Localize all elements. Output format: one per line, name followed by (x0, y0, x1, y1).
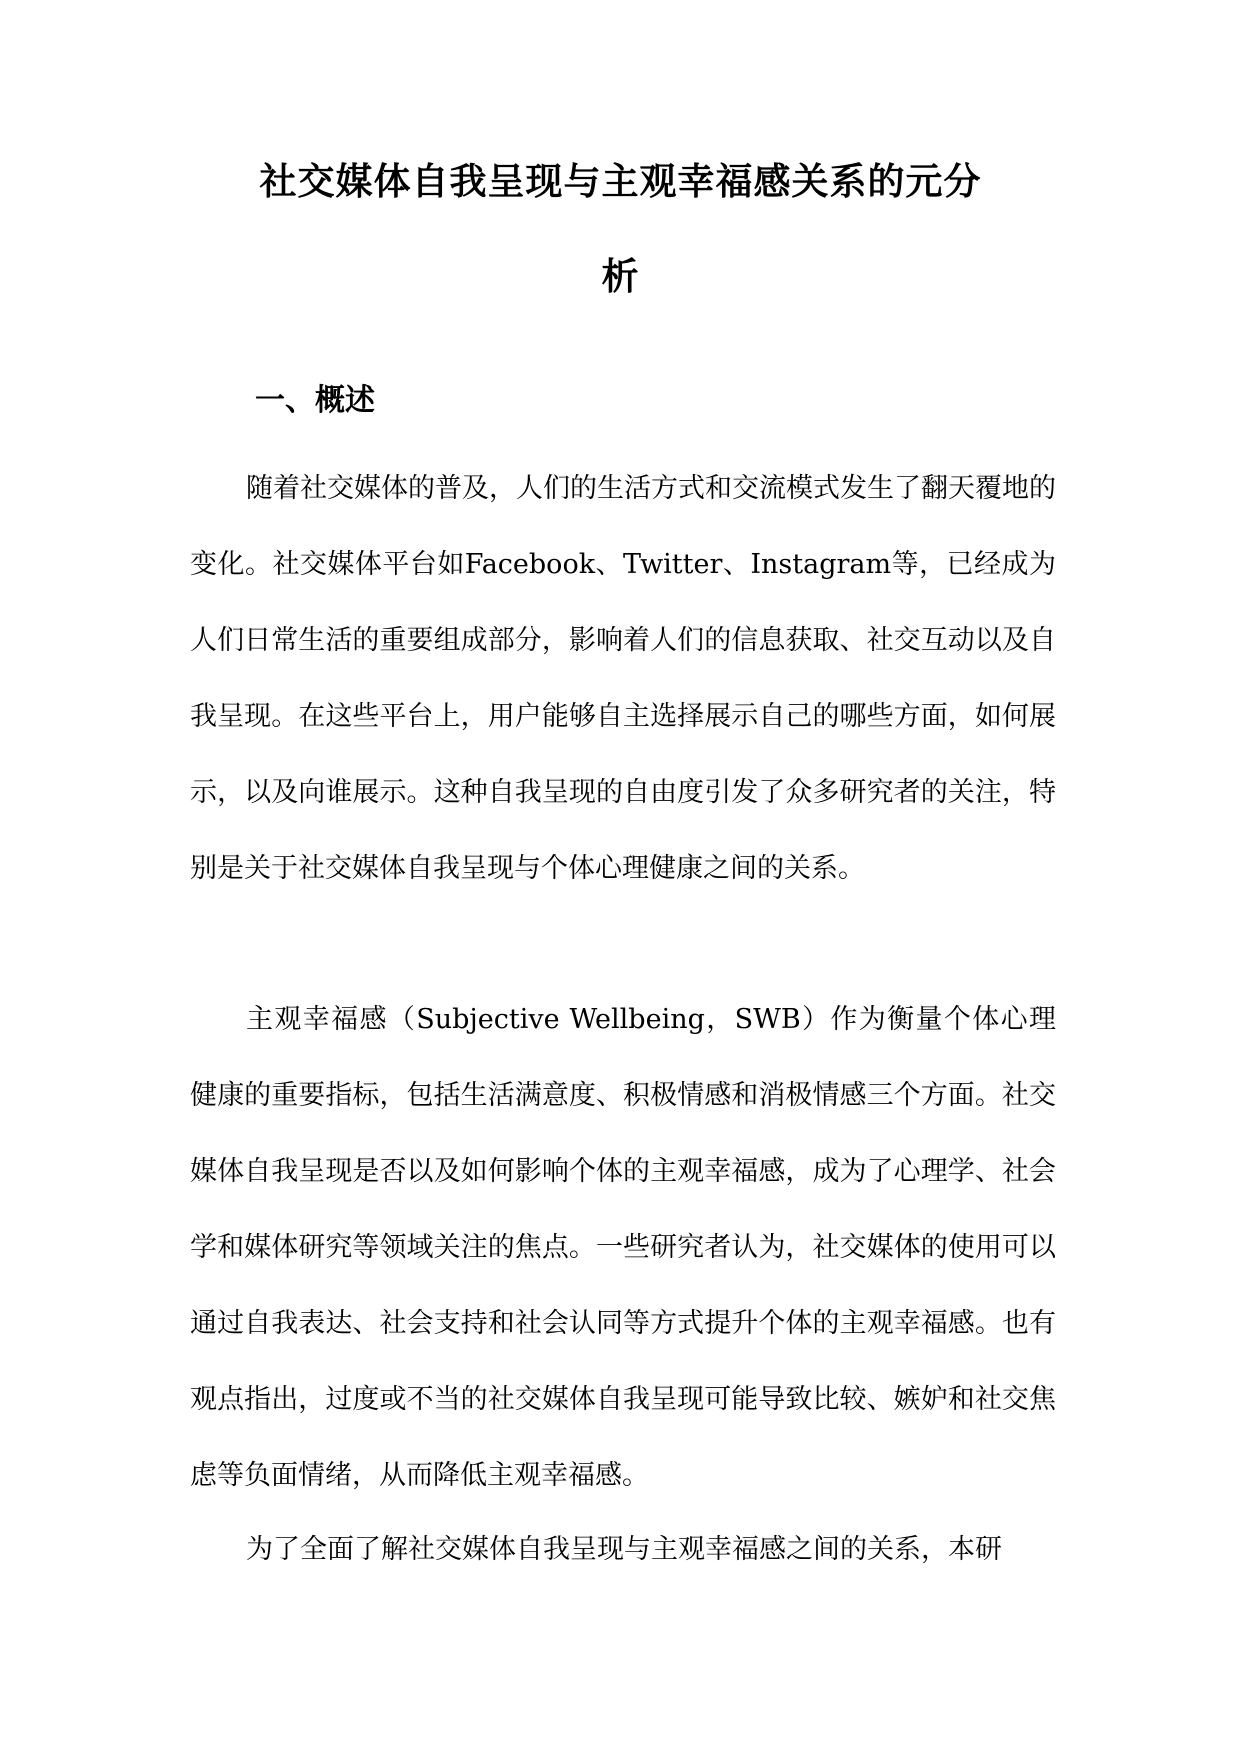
body-paragraph-1: 随着社交媒体的普及，人们的生活方式和交流模式发生了翻天覆地的变化。社交媒体平台如Facebook、Twitter、Instagram等，已经成为人们日常生活的重要组成部分，影响着人们的信息获取、社交互动以及自我呈现。在这些平台上，用户能够自主选择展示自己的哪些方面，如何展示，以及向谁展示。这种自我呈现的自由度引发了众多研究者的关注，特别是关于社交媒体自我呈现与个体心理健康之间的关系。 (190, 473, 1056, 884)
body-paragraph-2: 主观幸福感（Subjective Wellbeing，SWB）作为衡量个体心理健康的重要指标，包括生活满意度、积极情感和消极情感三个方面。社交媒体自我呈现是否以及如何影响个体的主观幸福感，成为了心理学、社会学和媒体研究等领域关注的焦点。一些研究者认为，社交媒体的使用可以通过自我表达、社会支持和社会认同等方式提升个体的主观幸福感。也有观点指出，过度或不当的社交媒体自我呈现可能导致比较、嫉妒和社交焦虑等负面情绪，从而降低主观幸福感。 (190, 1004, 1056, 1491)
document-title-line-2: 析 (601, 255, 640, 298)
body-paragraph-3: 为了全面了解社交媒体自我呈现与主观幸福感之间的关系，本研 (246, 1534, 1002, 1565)
section-heading: 一、概述 (255, 383, 375, 418)
document-title-line-1: 社交媒体自我呈现与主观幸福感关系的元分 (259, 160, 982, 203)
